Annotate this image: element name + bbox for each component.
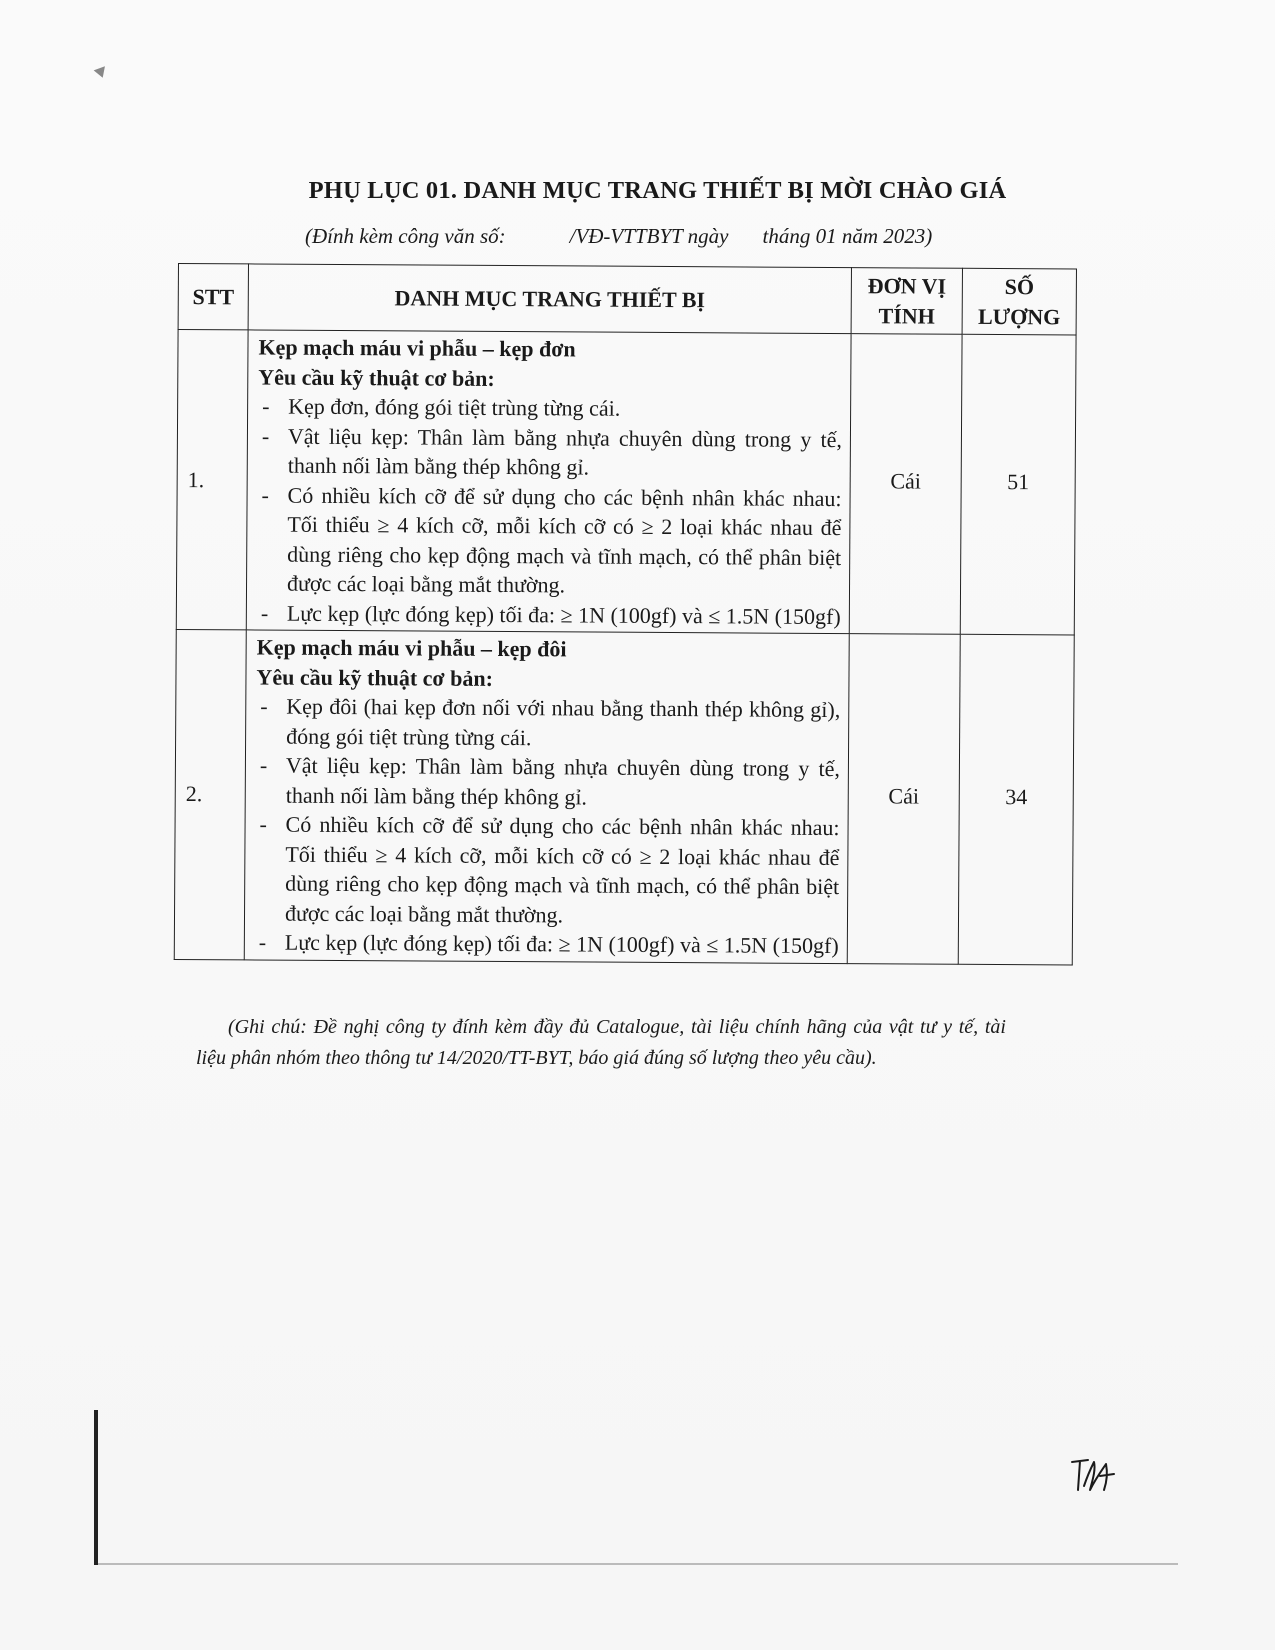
row-qty: 51 xyxy=(960,334,1076,635)
row-unit: Cái xyxy=(849,334,962,635)
scan-edge-bottom xyxy=(98,1563,1178,1565)
subtitle-part-1: (Đính kèm công văn số: xyxy=(305,224,506,248)
requirements-title: Yêu cầu kỹ thuật cơ bản: xyxy=(258,363,495,391)
row-unit: Cái xyxy=(847,634,960,964)
table-header-row xyxy=(178,264,1076,335)
requirements-title: Yêu cầu kỹ thuật cơ bản: xyxy=(256,663,494,691)
row-description xyxy=(246,330,851,634)
equipment-table xyxy=(174,263,1077,965)
footnote: (Ghi chú: Đề nghị công ty đính kèm đầy đủ Catalogue, tài liệu chính hãng của vật tư y tế, tài liệu phân nhóm theo thông tư 14/2020/TT-BYT, báo giá đúng số lượng theo yêu cầu). xyxy=(196,1016,1006,1069)
header-stt: STT xyxy=(178,264,248,330)
requirement-item: - Vật liệu kẹp: Thân làm bằng nhựa chuyên dùng trong y tế, thanh nối làm bằng thép không gỉ. xyxy=(258,421,842,484)
header-unit: ĐƠN VỊ TÍNH xyxy=(851,268,962,335)
row-stt: 2. xyxy=(174,629,246,959)
header-qty: SỐ LƯỢNG xyxy=(962,268,1076,335)
requirements-list xyxy=(255,691,841,960)
requirements-list xyxy=(257,391,842,631)
requirement-item: - Kẹp đôi (hai kẹp đơn nối với nhau bằng thanh thép không gỉ), đóng gói tiệt trùng từng cái. xyxy=(256,691,840,754)
row-description xyxy=(244,630,849,963)
corner-mark-icon xyxy=(94,66,109,80)
requirement-item: - Lực kẹp (lực đóng kẹp) tối đa: ≥ 1N (100gf) và ≤ 1.5N (150gf) xyxy=(257,598,841,631)
document-title: PHỤ LỤC 01. DANH MỤC TRANG THIẾT BỊ MỜI CHÀO GIÁ xyxy=(308,177,1007,204)
header-name: DANH MỤC TRANG THIẾT BỊ xyxy=(248,264,851,334)
subtitle-part-2: /VĐ-VTTBYT ngày xyxy=(569,224,729,248)
item-title: Kẹp mạch máu vi phẫu – kẹp đôi xyxy=(256,634,567,662)
row-qty: 34 xyxy=(958,634,1074,964)
requirement-item: - Kẹp đơn, đóng gói tiệt trùng từng cái. xyxy=(258,391,842,424)
signature-icon xyxy=(1070,1456,1116,1494)
item-title: Kẹp mạch máu vi phẫu – kẹp đơn xyxy=(258,334,576,362)
requirement-item: - Vật liệu kẹp: Thân làm bằng nhựa chuyên dùng trong y tế, thanh nối làm bằng thép không gỉ. xyxy=(256,750,840,813)
scan-edge-left xyxy=(94,1410,98,1565)
requirement-item: - Lực kẹp (lực đóng kẹp) tối đa: ≥ 1N (100gf) và ≤ 1.5N (150gf) xyxy=(255,927,839,960)
table-row xyxy=(176,330,1076,635)
requirement-item: - Có nhiều kích cỡ để sử dụng cho các bệnh nhân khác nhau: Tối thiểu ≥ 4 kích cỡ, mỗi kích cỡ có ≥ 2 loại khác nhau để dùng riêng cho kẹp động mạch và tĩnh mạch, có thể phân biệt được các loại bằng mắt thường. xyxy=(255,809,840,931)
document-subtitle xyxy=(305,224,932,249)
table-row xyxy=(174,629,1074,964)
row-stt: 1. xyxy=(176,330,248,630)
requirement-item: - Có nhiều kích cỡ để sử dụng cho các bệnh nhân khác nhau: Tối thiểu ≥ 4 kích cỡ, mỗi kích cỡ có ≥ 2 loại khác nhau để dùng riêng cho kẹp động mạch và tĩnh mạch, có thể phân biệt được các loại bằng mắt thường. xyxy=(257,480,842,602)
subtitle-part-3: tháng 01 năm 2023) xyxy=(762,224,933,248)
